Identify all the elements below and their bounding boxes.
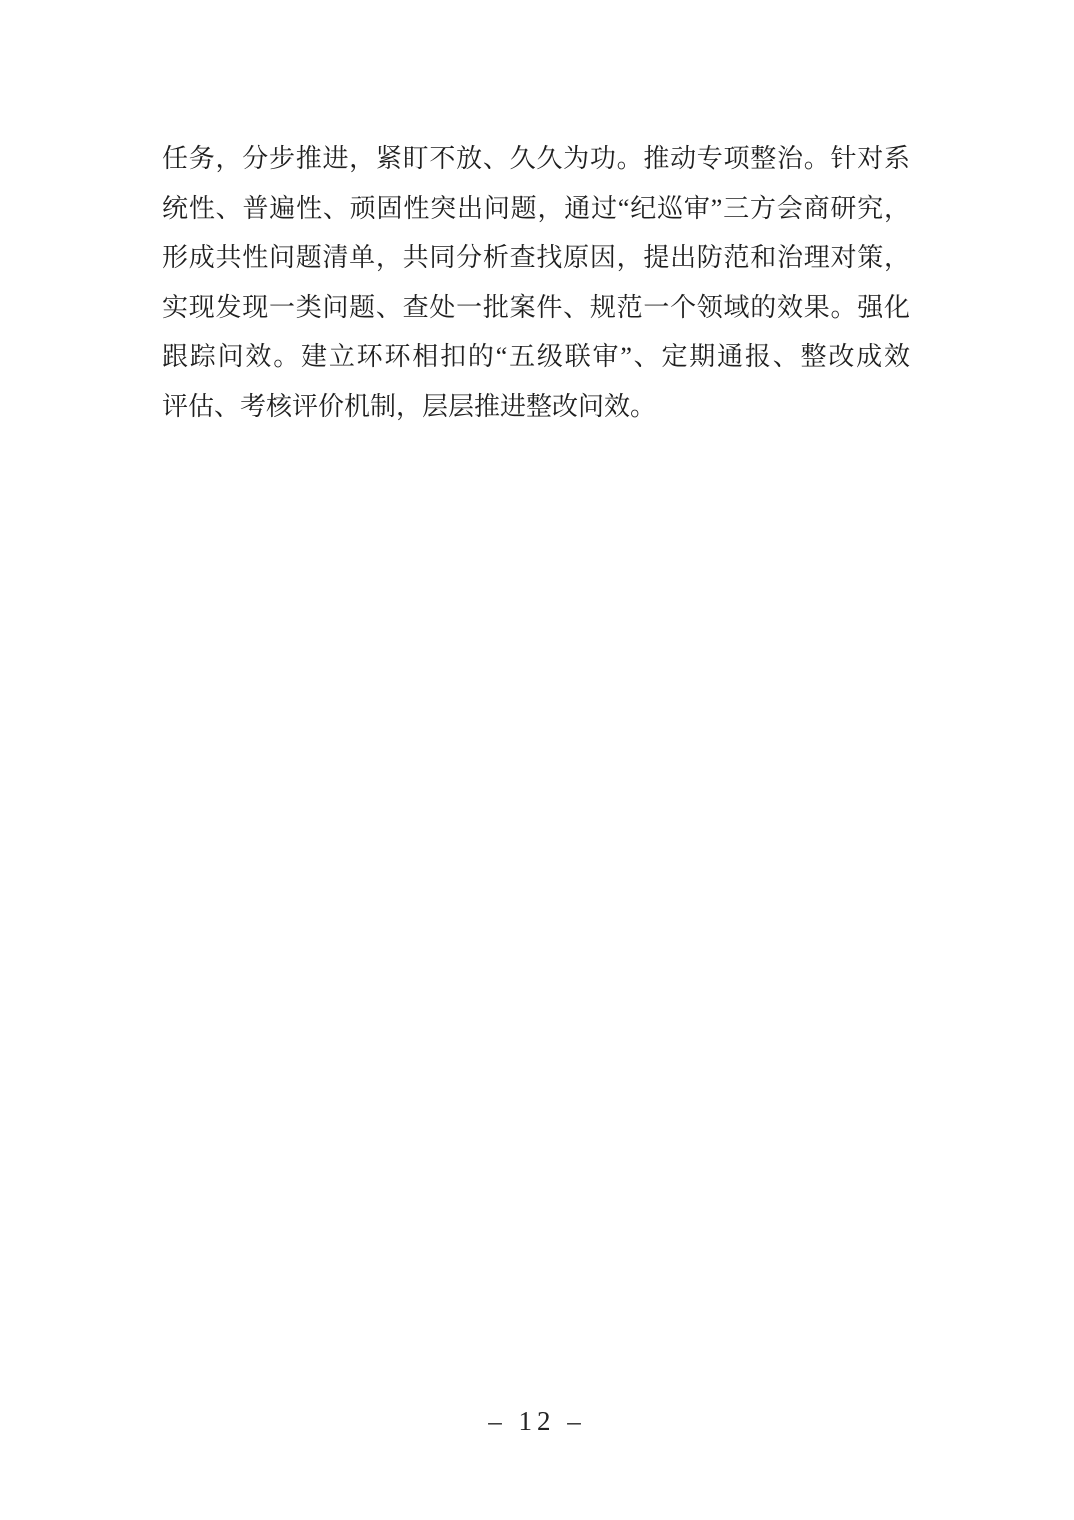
text-line: 跟踪问效。建立环环相扣的“五级联审”、定期通报、整改成效 (162, 342, 910, 371)
text-line: 统性、普遍性、顽固性突出问题，通过“纪巡审”三方会商研究， (162, 193, 910, 223)
text-line: 任务，分步推进，紧盯不放、久久为功。推动专项整治。针对系 (162, 144, 910, 173)
page-number: – 12 – (488, 1406, 586, 1436)
text-line: 实现发现一类问题、查处一批案件、规范一个领域的效果。强化 (162, 292, 910, 322)
page-footer (0, 1406, 1074, 1437)
text-line: 评估、考核评价机制，层层推进整改问效。 (162, 391, 657, 421)
text-line: 形成共性问题清单，共同分析查找原因，提出防范和治理对策， (162, 243, 910, 272)
body-text (162, 134, 910, 431)
